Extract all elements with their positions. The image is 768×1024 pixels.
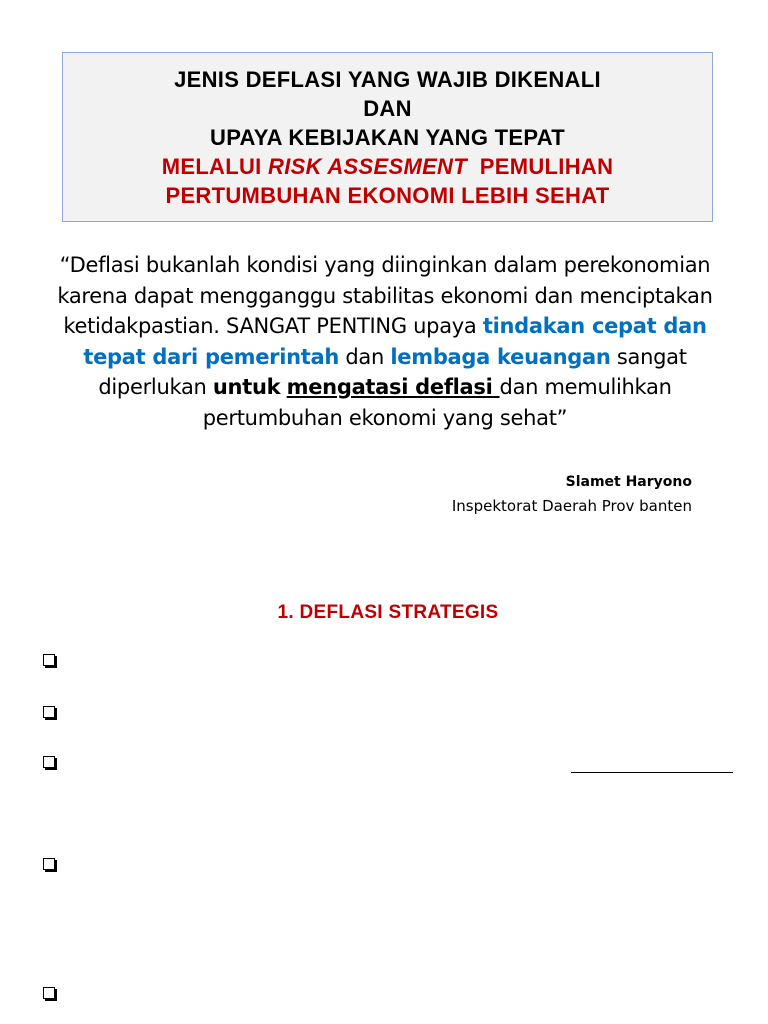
checkbox-icon: [43, 756, 55, 768]
title-line-5: PERTUMBUHAN EKONOMI LEBIH SEHAT: [165, 183, 610, 208]
underline-blank: [571, 772, 733, 773]
quote-highlight-government: tindakan cepat dan tepat dari pemerintah: [83, 314, 707, 369]
author-name: Slamet Haryono: [565, 474, 692, 490]
quote-highlight-financial: lembaga keuangan: [390, 344, 611, 369]
title-line-4-suffix: PEMULIHAN: [466, 154, 614, 179]
title-line-1: JENIS DEFLASI YANG WAJIB DIKENALI: [174, 67, 601, 92]
quote-part-4: dan memulihkan pertumbuhan ekonomi yang sehat”: [202, 375, 672, 430]
title-line-2: DAN: [363, 96, 412, 121]
author-block: [452, 470, 692, 518]
author-organization: Inspektorat Daerah Prov banten: [451, 497, 692, 515]
quote-paragraph: [40, 250, 730, 433]
quote-part-1: “Deflasi bukanlah kondisi yang diinginkan dalam perekonomian karena dapat mengganggu stabilitas ekonomi dan menciptakan ketidakpastian. SANGAT PENTING upaya: [57, 253, 713, 338]
quote-bold-underline: mengatasi deflasi: [286, 375, 500, 399]
title-box: [62, 52, 713, 222]
title-line-3: UPAYA KEBIJAKAN YANG TEPAT: [210, 125, 565, 150]
title-line-4: [63, 152, 712, 181]
checkbox-icon: [43, 987, 55, 999]
title-line-4-italic: RISK ASSESMENT: [268, 154, 467, 179]
checkbox-icon: [43, 858, 55, 870]
quote-bold-untuk: untuk: [212, 375, 281, 399]
checkbox-icon: [43, 654, 55, 666]
quote-part-3: sangat diperlukan: [98, 344, 687, 399]
title-line-4-prefix: MELALUI: [161, 154, 268, 179]
quote-part-2: dan: [339, 344, 391, 369]
checkbox-icon: [43, 706, 55, 718]
section-heading: 1. DEFLASI STRATEGIS: [277, 602, 499, 623]
